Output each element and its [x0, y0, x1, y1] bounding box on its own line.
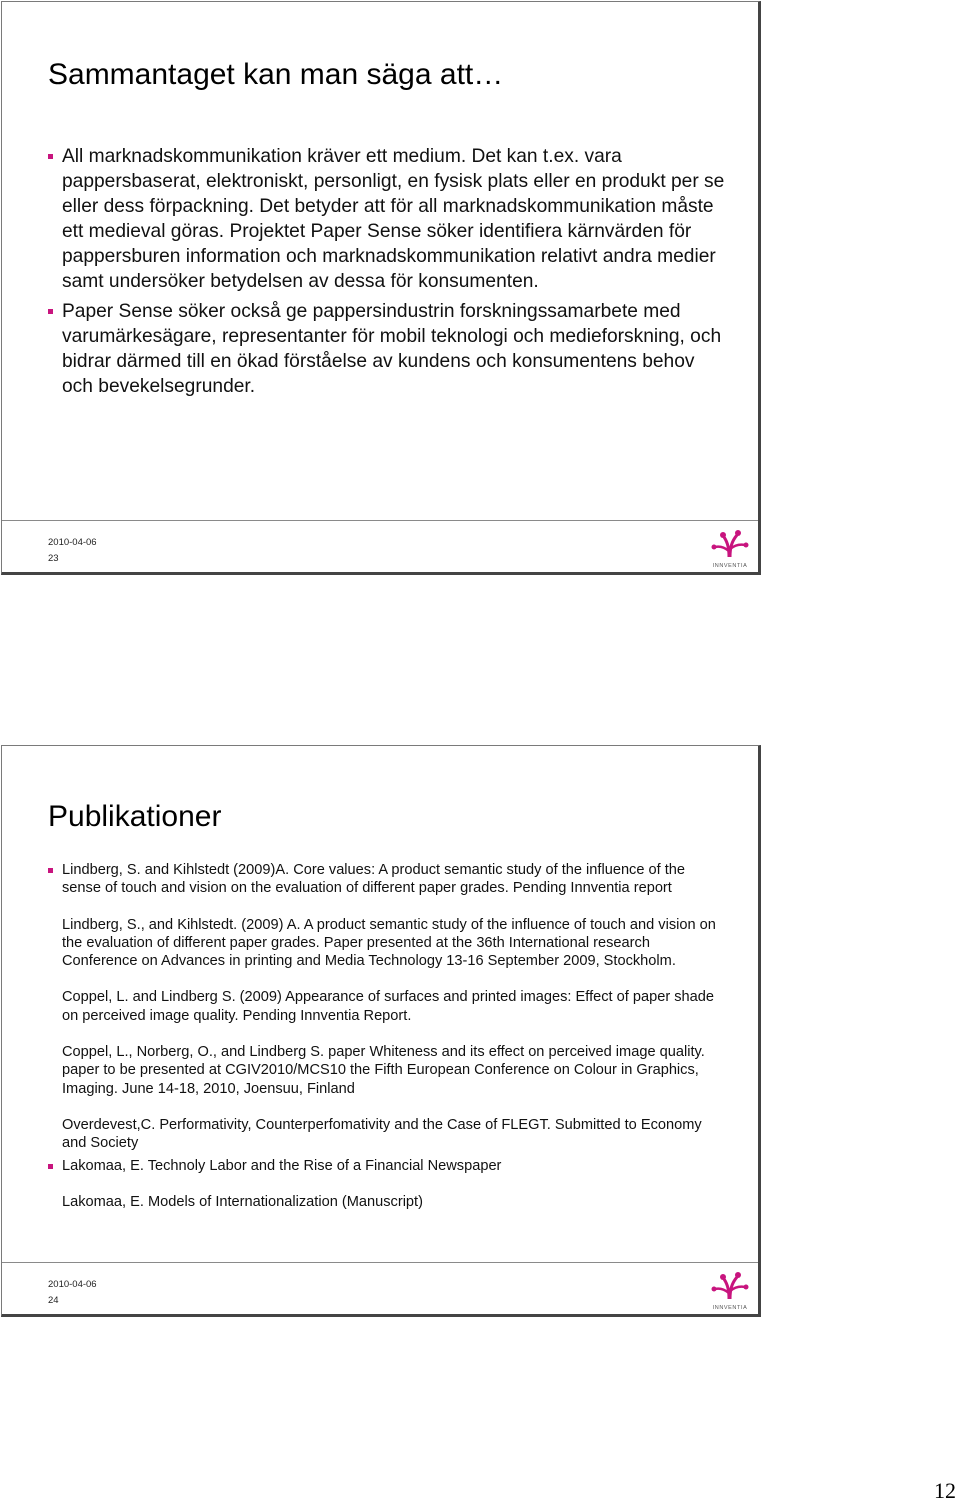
slide-number: 24: [48, 1295, 59, 1306]
bullet-item: Paper Sense söker också ge pappersindustrin forskningssamarbete med varumärkesägare, representanter för mobil teknologi och medieforskning, och bidrar därmed till en ökad förståelse av kundens och konsumentens behov och bevekelsegrunder.: [48, 299, 728, 399]
page-number: 12: [934, 1478, 956, 1503]
slide-body: [48, 144, 728, 399]
reference-item: Lakomaa, E. Technoly Labor and the Rise of a Financial Newspaper: [48, 1157, 728, 1175]
innventia-logo-icon: [708, 529, 752, 569]
reference-item: Overdevest,C. Performativity, Counterperfomativity and the Case of FLEGT. Submitted to Economy and Society: [62, 1116, 702, 1152]
reference-item: Coppel, L., Norberg, O., and Lindberg S. paper Whiteness and its effect on perceived image quality. paper to be presented at CGIV2010/MCS10 the Fifth European Conference on Colour in Graphics, Imaging. June 14-18, 2010, Joensuu, Finland: [62, 1044, 705, 1097]
footer-divider: [2, 520, 758, 521]
slide-title: Sammantaget kan man säga att…: [48, 58, 504, 91]
logo-mark-icon: [708, 529, 752, 559]
reference-item: Coppel, L. and Lindberg S. (2009) Appearance of surfaces and printed images: Effect of paper shade on perceived image quality. Pending Innventia Report.: [62, 989, 715, 1024]
slide-23: [1, 1, 761, 575]
footer-date: 2010-04-06: [48, 1279, 97, 1290]
reference-item: Lindberg, S., and Kihlstedt. (2009) A. A product semantic study of the influence of touch and vision on the evaluation of different paper grades. Paper presented at the 36th International research Conference on Advances in printing and Media Technology 13-16 September 2009, Stockholm.: [62, 916, 716, 970]
slide-24: [1, 745, 761, 1317]
slide-body: [48, 861, 728, 1211]
slide-number: 23: [48, 553, 59, 564]
reference-item: Lakomaa, E. Models of Internationalization (Manuscript): [62, 1193, 423, 1210]
slide-title: Publikationer: [48, 800, 222, 833]
reference-item: Lindberg, S. and Kihlstedt (2009)A. Core values: A product semantic study of the influence of the sense of touch and vision on the evaluation of different paper grades. Pending Innventia report: [48, 861, 728, 898]
bullet-item: All marknadskommunikation kräver ett medium. Det kan t.ex. vara pappersbaserat, elektroniskt, personligt, en fysisk plats eller en produkt per se eller dess förpackning. Det betyder att för all marknadskommunikation måste ett medieval göras. Projektet Paper Sense söker identifiera kärnvärden för pappersburen information och marknadskommunikation relativt andra medier samt undersöker betydelsen av dessa för konsumenten.: [48, 144, 728, 294]
logo-text: INNVENTIA: [712, 563, 748, 569]
logo-text: INNVENTIA: [712, 1305, 748, 1311]
footer-date: 2010-04-06: [48, 537, 97, 548]
innventia-logo-icon: [708, 1271, 752, 1311]
logo-mark-icon: [708, 1271, 752, 1301]
footer-divider: [2, 1262, 758, 1263]
